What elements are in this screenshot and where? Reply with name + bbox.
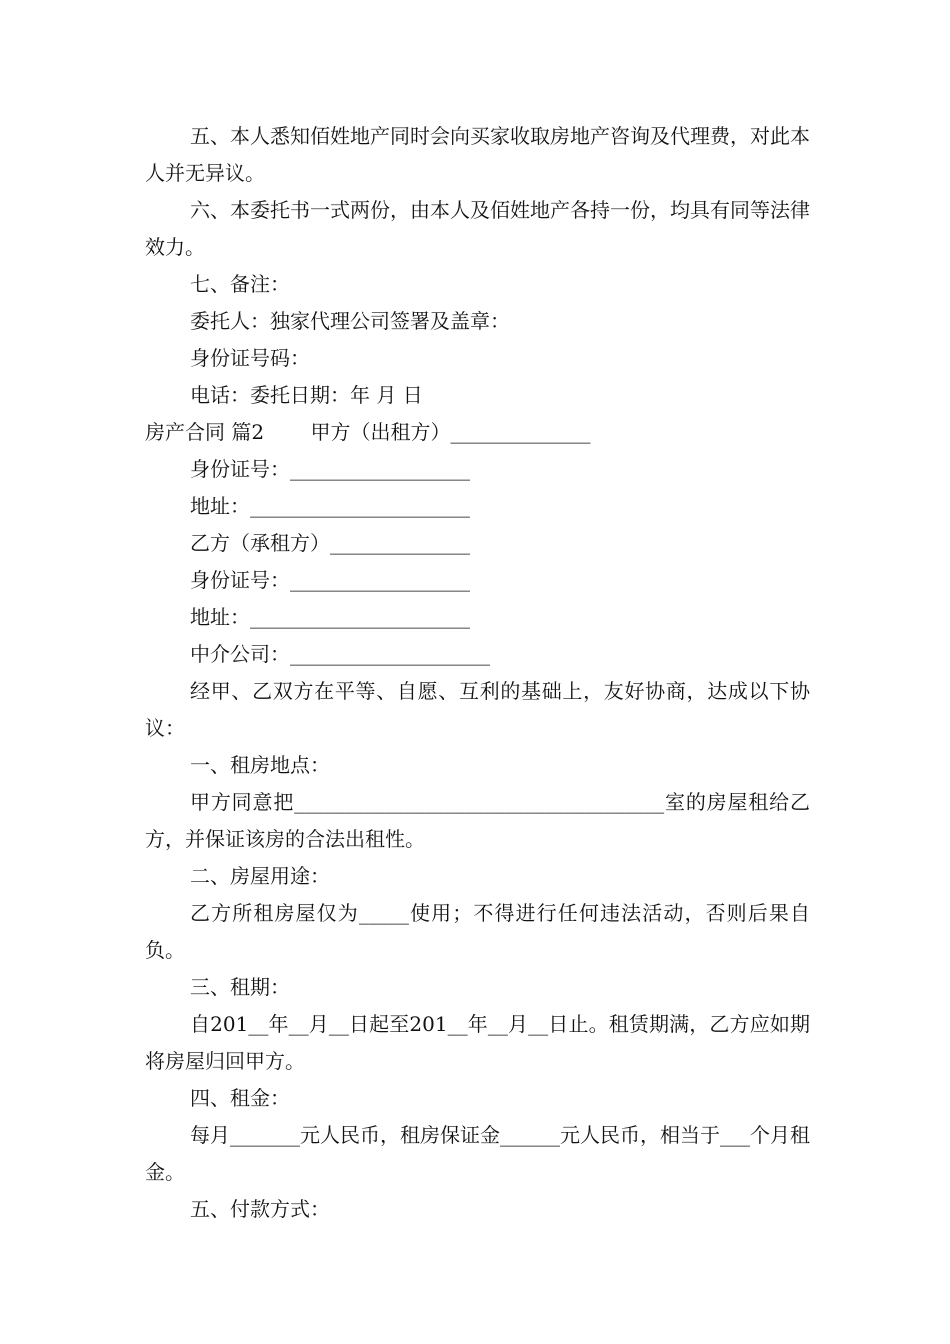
contract-body	[145, 118, 810, 1228]
party-b-id-line: 身份证号：__________________	[190, 568, 470, 592]
signatory-line: 委托人：独家代理公司签署及盖章：	[190, 309, 510, 333]
section-1-heading: 一、租房地点：	[190, 753, 330, 777]
agency-line: 中介公司：____________________	[190, 642, 490, 666]
party-b-address-line: 地址：______________________	[190, 605, 470, 629]
party-a-id-line: 身份证号：__________________	[190, 457, 470, 481]
contract-2-heading-party-a: 房产合同 篇2 甲方（出租方）______________	[145, 420, 591, 444]
party-a-address-line: 地址：______________________	[190, 494, 470, 518]
clause-6-copies: 六、本委托书一式两份，由本人及佰姓地产各持一份，均具有同等法律效力。	[145, 198, 810, 259]
section-2-heading: 二、房屋用途：	[190, 864, 330, 888]
section-3-body: 自201__年__月__日起至201__年__月__日止。租赁期满，乙方应如期将房屋归回甲方。	[145, 1012, 810, 1073]
section-4-heading: 四、租金：	[190, 1086, 290, 1110]
agreement-intro: 经甲、乙双方在平等、自愿、互利的基础上，友好协商，达成以下协议：	[145, 679, 810, 740]
clause-5-acknowledge-fee: 五、本人悉知佰姓地产同时会向买家收取房地产咨询及代理费，对此本人并无异议。	[145, 124, 810, 185]
clause-7-remarks: 七、备注：	[190, 272, 290, 296]
party-b-line: 乙方（承租方）______________	[190, 531, 470, 555]
phone-date-line: 电话：委托日期：年 月 日	[190, 383, 423, 407]
section-2-body: 乙方所租房屋仅为_____使用；不得进行任何违法活动，否则后果自负。	[145, 901, 810, 962]
section-3-heading: 三、租期：	[190, 975, 290, 999]
section-4-body: 每月_______元人民币，租房保证金______元人民币，相当于___个月租金。	[145, 1123, 810, 1184]
section-1-body: 甲方同意把_____________________________________室的房屋租给乙方，并保证该房的合法出租性。	[145, 790, 810, 851]
section-5-heading: 五、付款方式：	[190, 1197, 330, 1221]
id-number-line: 身份证号码：	[190, 346, 310, 370]
